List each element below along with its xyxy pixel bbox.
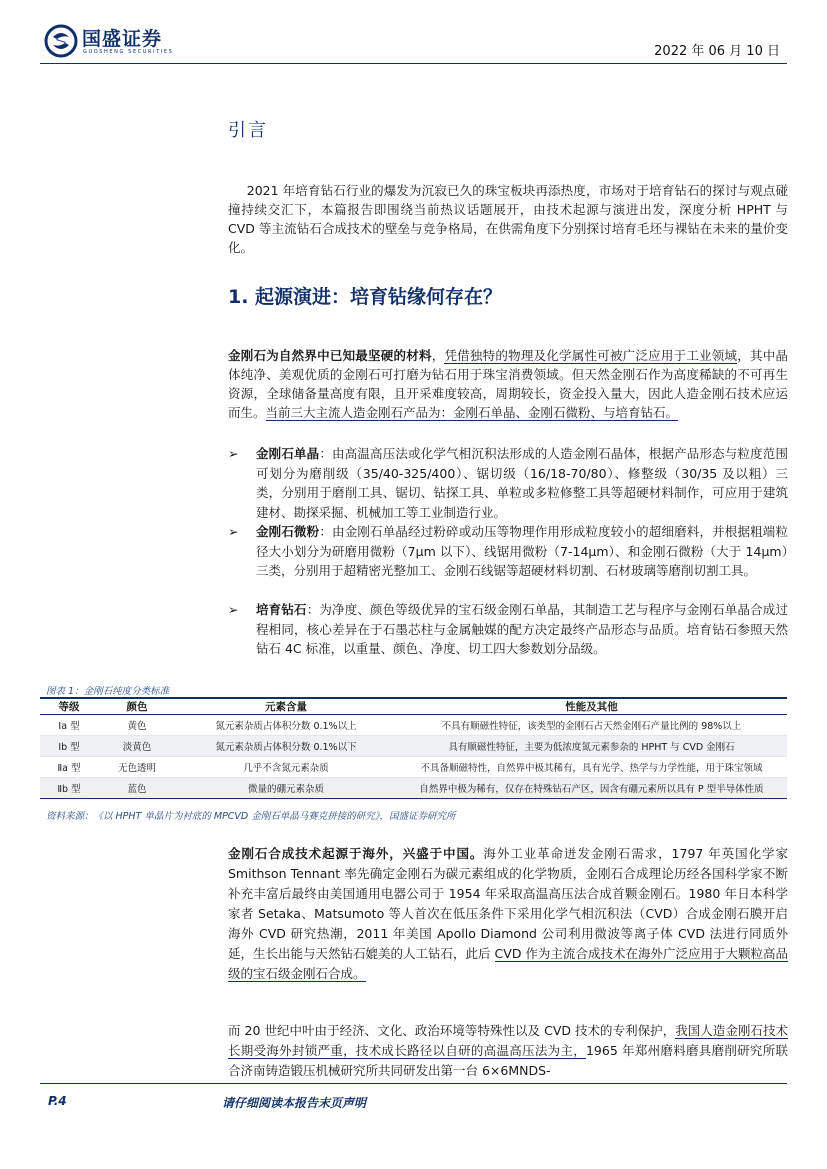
table-cell: 微量的硼元素杂质 [176, 778, 396, 799]
table-cell: 不具备顺磁特性，自然界中极其稀有，具有光学、热学与力学性能，用于珠宝领域 [396, 757, 787, 778]
bullet-item [228, 444, 788, 522]
footer-disclaimer: 请仔细阅读本报告末页声明 [222, 1096, 367, 1110]
bullet-text: ：由金刚石单晶经过粉碎或动压等物理作用形成粒度较小的超细磨料，并根据粗端粒径大小划分为研磨用微粉（7μm 以下）、线锯用微粉（7-14μm）、和金刚石微粉（大于 14μm）三类，分别用于超精密光整加工、金刚石线锯等超硬材料切割、石材玻璃等磨削切割工具。 [256, 524, 788, 578]
table-cell: 蓝色 [98, 778, 176, 799]
section-1-paragraph [228, 346, 788, 422]
table-cell: 不具有顺磁性特征，该类型的金刚石占天然金刚石产量比例的 98%以上 [396, 715, 787, 736]
table-row [40, 736, 787, 757]
logo-mark-icon [44, 24, 78, 58]
company-logo [44, 24, 194, 60]
paragraph-lead: 金刚石为自然界中已知最坚硬的材料 [228, 348, 432, 363]
table-caption: 图表 1：金刚石纯度分类标准 [46, 686, 170, 697]
table-row [40, 757, 787, 778]
bullet-term: 金刚石微粉 [256, 524, 320, 539]
paragraph-tail: 1965 年郑州磨料磨具磨削研究所联合济南铸造锻压机械研究所共同研发出第一台 6×6MNDS- [228, 1043, 788, 1078]
table-cell: 黄色 [98, 715, 176, 736]
table-header-cell: 等级 [40, 698, 98, 715]
page-number: P.4 [48, 1094, 67, 1108]
bullet-arrow-icon: ➢ [228, 524, 239, 539]
bullet-term: 金刚石单晶 [256, 446, 320, 461]
table-cell: Ⅰb 型 [40, 736, 98, 757]
header-divider [40, 63, 787, 64]
section-1-heading: 1. 起源演进：培育钻缘何存在？ [228, 286, 503, 308]
history-paragraph [228, 844, 788, 984]
paragraph-body: 海外工业革命迸发金刚石需求，1797 年英国化学家 Smithson Tennant 率先确定金刚石为碳元素组成的化学物质，金刚石合成理论历经各国科学家不断补充丰富后最终由美国通用电器公司于 1954 年采取高温高压法合成首颗金刚石。1980 年日本科学家者 Setaka、Matsumoto 等人首次在低压条件下采用化学气相沉积法（CVD）合成金刚石膜开启海外 CVD 研究热潮，2011 年美国 Apollo Diamond 公司利用微波等离子体 CVD 法进行同质外延，生长出能与天然钻石媲美的人工钻石，此后 [228, 846, 788, 961]
bullet-term: 培育钻石 [256, 602, 307, 617]
bullet-arrow-icon: ➢ [228, 446, 239, 461]
table-cell: 具有顺磁性特征，主要为低浓度氮元素参杂的 HPHT 与 CVD 金刚石 [396, 736, 787, 757]
table-cell: 氮元素杂质占体积分数 0.1%以上 [176, 715, 396, 736]
paragraph-body: 而 20 世纪中叶由于经济、文化、政治环境等特殊性以及 CVD 技术的专利保护， [228, 1023, 676, 1038]
table-cell: Ⅱa 型 [40, 757, 98, 778]
table-source: 资料来源：《以 HPHT 单晶片为衬底的 MPCVD 金刚石单晶马赛克拼接的研究》，国盛证券研究所 [46, 811, 456, 822]
table-header-cell: 颜色 [98, 698, 176, 715]
bullet-item [228, 522, 788, 600]
table-cell: 几乎不含氮元素杂质 [176, 757, 396, 778]
bullet-arrow-icon: ➢ [228, 602, 239, 617]
table-cell: 氮元素杂质占体积分数 0.1%以下 [176, 736, 396, 757]
separator: ， [431, 348, 445, 363]
intro-paragraph: 2021 年培育钻石行业的爆发为沉寂已久的珠宝板块再添热度，市场对于培育钻石的探讨与观点碰撞持续交汇下，本篇报告即围绕当前热议话题展开，由技术起源与演进出发，深度分析 HPHT 与 CVD 等主流钻石合成技术的壁垒与竞争格局，在供需角度下分别探讨培育毛坯与裸钻在未来的量价变化。 [228, 183, 788, 255]
table-cell: 淡黄色 [98, 736, 176, 757]
underlined-claim: 我国人造金刚石技术长期受海外封锁严重，技术成长路径以自研的高温高压法为主， [228, 1023, 788, 1058]
footer-divider [40, 1083, 787, 1084]
table-header-row [40, 698, 787, 715]
table-header-cell: 元素含量 [176, 698, 396, 715]
brand-subtitle: GUOSHENG SECURITIES [83, 49, 174, 55]
underlined-claim: 凭借独特的物理及化学属性可被广泛应用于工业领域 [444, 348, 738, 363]
table-row [40, 715, 787, 736]
table-cell: 无色透明 [98, 757, 176, 778]
purity-table [40, 697, 787, 799]
bullet-text: ：为净度、颜色等级优异的宝石级金刚石单晶，其制造工艺与程序与金刚石单晶合成过程相同，核心差异在于石墨芯柱与金属触媒的配方决定最终产品形态与品质。培育钻石参照天然钻石 4C 标准，以重量、颜色、净度、切工四大参数划分品级。 [256, 602, 788, 656]
paragraph-lead: 金刚石合成技术起源于海外，兴盛于中国。 [228, 846, 484, 861]
table-cell: Ⅱb 型 [40, 778, 98, 799]
brand-name: 国盛证券 [82, 28, 163, 50]
bullet-item [228, 600, 788, 678]
underlined-claim: CVD 作为主流合成技术在海外广泛应用于大颗粒高品级的宝石级金刚石合成。 [228, 946, 788, 981]
table-cell: 自然界中极为稀有，仅存在特殊钻石产区，因含有硼元素所以具有 P 型半导体性质 [396, 778, 787, 799]
table-row [40, 778, 787, 799]
paragraph-body: ，其中晶体纯净、美观优质的金刚石可打磨为钻石用于珠宝消费领域。但天然金刚石作为高度稀缺的不可再生资源，全球储备量高度有限，且开采难度较高，周期较长，资金投入量大，因此人造金刚石技术应运而生。 [228, 348, 788, 420]
bullet-text: ：由高温高压法或化学气相沉积法形成的人造金刚石晶体，根据产品形态与粒度范围可划分为磨削级（35/40-325/400）、锯切级（16/18-70/80）、修整级（30/35 及以粗）三类，分别用于磨削工具、锯切、钻探工具、单粒或多粒修整工具等超硬材料制作，可应用于建筑建材、勘探采掘、机械加工等工业制造行业。 [256, 446, 788, 520]
china-paragraph [228, 1021, 788, 1081]
report-date: 2022 年 06 月 10 日 [654, 44, 780, 59]
table-header-cell: 性能及其他 [396, 698, 787, 715]
intro-heading: 引言 [228, 120, 268, 141]
underlined-summary: 当前三大主流人造金刚石产品为：金刚石单晶、金刚石微粉、与培育钻石。 [265, 405, 679, 420]
table-cell: Ⅰa 型 [40, 715, 98, 736]
